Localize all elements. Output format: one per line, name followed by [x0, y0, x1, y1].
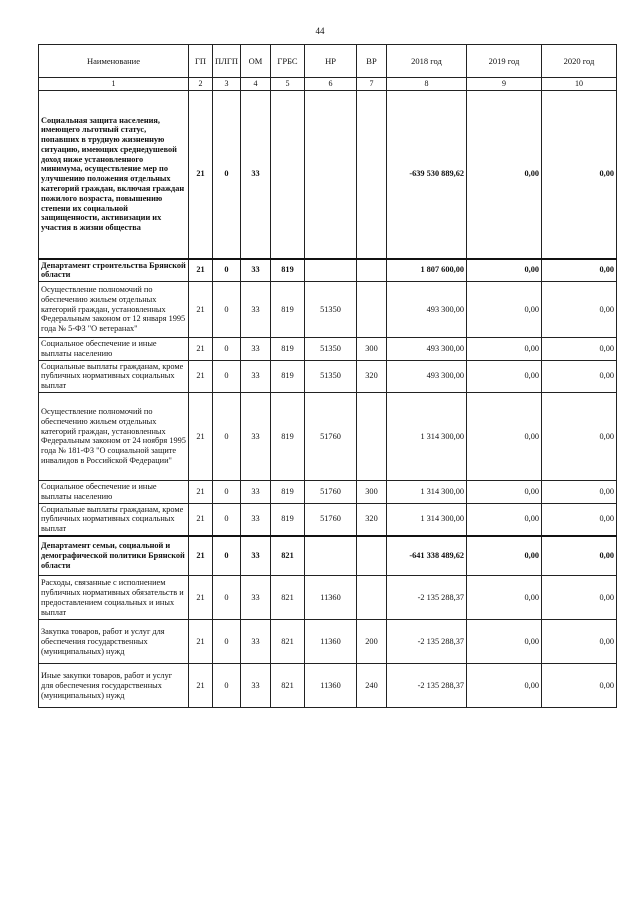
- column-number: 6: [305, 78, 357, 91]
- column-number: 7: [357, 78, 387, 91]
- plgp-cell: 0: [213, 338, 241, 361]
- grbs-cell: [271, 91, 305, 259]
- table-row: [39, 480, 617, 503]
- amount-2020-cell: 0,00: [542, 282, 617, 338]
- header-gp: ГП: [189, 45, 213, 78]
- table-row: [39, 503, 617, 536]
- table-row: [39, 536, 617, 576]
- column-number: 5: [271, 78, 305, 91]
- column-number: 9: [467, 78, 542, 91]
- nr-cell: [305, 91, 357, 259]
- amount-2020-cell: 0,00: [542, 576, 617, 620]
- plgp-cell: 0: [213, 576, 241, 620]
- om-cell: 33: [241, 620, 271, 664]
- om-cell: 33: [241, 259, 271, 282]
- vr-cell: 320: [357, 360, 387, 392]
- amount-2018-cell: 1 807 600,00: [387, 259, 467, 282]
- amount-2020-cell: 0,00: [542, 536, 617, 576]
- amount-2019-cell: 0,00: [467, 338, 542, 361]
- plgp-cell: 0: [213, 360, 241, 392]
- vr-cell: [357, 536, 387, 576]
- row-name-cell: Социальная защита населения, имеющего льготный статус, попавших в трудную жизненную ситуацию, имеющих среднедушевой доход ниже установленного минимума, осуществление мер по улучшению положения отдельных категорий граждан, включая граждан пожилого возраста, повышению степени их социальной защищенности, активизации их участия в жизни общества: [39, 91, 189, 259]
- amount-2020-cell: 0,00: [542, 91, 617, 259]
- nr-cell: [305, 259, 357, 282]
- om-cell: 33: [241, 338, 271, 361]
- grbs-cell: 819: [271, 338, 305, 361]
- grbs-cell: 819: [271, 392, 305, 480]
- nr-cell: 51350: [305, 282, 357, 338]
- plgp-cell: 0: [213, 480, 241, 503]
- plgp-cell: 0: [213, 91, 241, 259]
- nr-cell: 51760: [305, 392, 357, 480]
- amount-2018-cell: 1 314 300,00: [387, 480, 467, 503]
- vr-cell: [357, 392, 387, 480]
- plgp-cell: 0: [213, 282, 241, 338]
- plgp-cell: 0: [213, 620, 241, 664]
- vr-cell: 200: [357, 620, 387, 664]
- header-om: ОМ: [241, 45, 271, 78]
- amount-2019-cell: 0,00: [467, 259, 542, 282]
- amount-2020-cell: 0,00: [542, 392, 617, 480]
- gp-cell: 21: [189, 503, 213, 536]
- amount-2019-cell: 0,00: [467, 480, 542, 503]
- amount-2019-cell: 0,00: [467, 503, 542, 536]
- amount-2020-cell: 0,00: [542, 360, 617, 392]
- gp-cell: 21: [189, 576, 213, 620]
- amount-2019-cell: 0,00: [467, 392, 542, 480]
- header-2020: 2020 год: [542, 45, 617, 78]
- amount-2019-cell: 0,00: [467, 620, 542, 664]
- amount-2020-cell: 0,00: [542, 259, 617, 282]
- om-cell: 33: [241, 536, 271, 576]
- plgp-cell: 0: [213, 392, 241, 480]
- grbs-cell: 819: [271, 480, 305, 503]
- vr-cell: [357, 91, 387, 259]
- gp-cell: 21: [189, 259, 213, 282]
- nr-cell: 11360: [305, 664, 357, 708]
- nr-cell: 51350: [305, 338, 357, 361]
- header-grbs: ГРБС: [271, 45, 305, 78]
- column-number-row: [39, 78, 617, 91]
- gp-cell: 21: [189, 338, 213, 361]
- amount-2019-cell: 0,00: [467, 664, 542, 708]
- amount-2019-cell: 0,00: [467, 91, 542, 259]
- grbs-cell: 821: [271, 664, 305, 708]
- header-name: Наименование: [39, 45, 189, 78]
- budget-table: [38, 44, 617, 708]
- om-cell: 33: [241, 664, 271, 708]
- row-name-cell: Социальное обеспечение и иные выплаты населению: [39, 338, 189, 361]
- grbs-cell: 819: [271, 259, 305, 282]
- row-name-cell: Осуществление полномочий по обеспечению жильем отдельных категорий граждан, установленных Федеральным законом от 12 января 1995 года № 5-ФЗ "О ветеранах": [39, 282, 189, 338]
- row-name-cell: Департамент строительства Брянской области: [39, 259, 189, 282]
- page-number: 44: [315, 26, 325, 36]
- gp-cell: 21: [189, 664, 213, 708]
- row-name-cell: Расходы, связанные с исполнением публичных нормативных обязательств и предоставлением социальных и иных выплат: [39, 576, 189, 620]
- row-name-cell: Департамент семьи, социальной и демографической политики Брянской области: [39, 536, 189, 576]
- row-name-cell: Социальное обеспечение и иные выплаты населению: [39, 480, 189, 503]
- amount-2018-cell: 493 300,00: [387, 282, 467, 338]
- amount-2019-cell: 0,00: [467, 536, 542, 576]
- table-row: [39, 360, 617, 392]
- column-number: 4: [241, 78, 271, 91]
- gp-cell: 21: [189, 536, 213, 576]
- amount-2018-cell: 493 300,00: [387, 360, 467, 392]
- row-name-cell: Социальные выплаты гражданам, кроме публичных нормативных социальных выплат: [39, 360, 189, 392]
- om-cell: 33: [241, 392, 271, 480]
- table-row: [39, 576, 617, 620]
- column-number: 8: [387, 78, 467, 91]
- plgp-cell: 0: [213, 536, 241, 576]
- vr-cell: 320: [357, 503, 387, 536]
- amount-2018-cell: -2 135 288,37: [387, 620, 467, 664]
- amount-2019-cell: 0,00: [467, 576, 542, 620]
- header-vr: ВР: [357, 45, 387, 78]
- gp-cell: 21: [189, 360, 213, 392]
- amount-2018-cell: -641 338 489,62: [387, 536, 467, 576]
- grbs-cell: 821: [271, 576, 305, 620]
- om-cell: 33: [241, 91, 271, 259]
- om-cell: 33: [241, 360, 271, 392]
- nr-cell: 51350: [305, 360, 357, 392]
- grbs-cell: 821: [271, 536, 305, 576]
- table-row: [39, 91, 617, 259]
- header-2018: 2018 год: [387, 45, 467, 78]
- column-number: 2: [189, 78, 213, 91]
- table-row: [39, 282, 617, 338]
- vr-cell: 240: [357, 664, 387, 708]
- nr-cell: [305, 536, 357, 576]
- column-number: 10: [542, 78, 617, 91]
- header-row: [39, 45, 617, 78]
- amount-2020-cell: 0,00: [542, 480, 617, 503]
- om-cell: 33: [241, 480, 271, 503]
- amount-2019-cell: 0,00: [467, 360, 542, 392]
- table-row: [39, 620, 617, 664]
- table-row: [39, 664, 617, 708]
- gp-cell: 21: [189, 91, 213, 259]
- amount-2020-cell: 0,00: [542, 503, 617, 536]
- header-plgp: ПЛГП: [213, 45, 241, 78]
- amount-2020-cell: 0,00: [542, 620, 617, 664]
- amount-2018-cell: 493 300,00: [387, 338, 467, 361]
- grbs-cell: 819: [271, 360, 305, 392]
- amount-2020-cell: 0,00: [542, 664, 617, 708]
- table-row: [39, 259, 617, 282]
- row-name-cell: Социальные выплаты гражданам, кроме публичных нормативных социальных выплат: [39, 503, 189, 536]
- vr-cell: [357, 576, 387, 620]
- nr-cell: 51760: [305, 503, 357, 536]
- column-number: 1: [39, 78, 189, 91]
- plgp-cell: 0: [213, 664, 241, 708]
- gp-cell: 21: [189, 480, 213, 503]
- amount-2018-cell: -639 530 889,62: [387, 91, 467, 259]
- om-cell: 33: [241, 282, 271, 338]
- om-cell: 33: [241, 503, 271, 536]
- vr-cell: [357, 259, 387, 282]
- vr-cell: 300: [357, 480, 387, 503]
- amount-2018-cell: -2 135 288,37: [387, 576, 467, 620]
- nr-cell: 51760: [305, 480, 357, 503]
- table-row: [39, 392, 617, 480]
- amount-2020-cell: 0,00: [542, 338, 617, 361]
- row-name-cell: Иные закупки товаров, работ и услуг для обеспечения государственных (муниципальных) нужд: [39, 664, 189, 708]
- header-2019: 2019 год: [467, 45, 542, 78]
- row-name-cell: Закупка товаров, работ и услуг для обеспечения государственных (муниципальных) нужд: [39, 620, 189, 664]
- plgp-cell: 0: [213, 503, 241, 536]
- grbs-cell: 819: [271, 503, 305, 536]
- om-cell: 33: [241, 576, 271, 620]
- gp-cell: 21: [189, 392, 213, 480]
- nr-cell: 11360: [305, 620, 357, 664]
- amount-2019-cell: 0,00: [467, 282, 542, 338]
- amount-2018-cell: 1 314 300,00: [387, 392, 467, 480]
- vr-cell: [357, 282, 387, 338]
- column-number: 3: [213, 78, 241, 91]
- plgp-cell: 0: [213, 259, 241, 282]
- gp-cell: 21: [189, 620, 213, 664]
- header-nr: НР: [305, 45, 357, 78]
- vr-cell: 300: [357, 338, 387, 361]
- nr-cell: 11360: [305, 576, 357, 620]
- grbs-cell: 821: [271, 620, 305, 664]
- amount-2018-cell: 1 314 300,00: [387, 503, 467, 536]
- amount-2018-cell: -2 135 288,37: [387, 664, 467, 708]
- row-name-cell: Осуществление полномочий по обеспечению жильем отдельных категорий граждан, установленных Федеральным законом от 24 ноября 1995 года № 181-ФЗ "О социальной защите инвалидов в Российской Федерации": [39, 392, 189, 480]
- table-row: [39, 338, 617, 361]
- grbs-cell: 819: [271, 282, 305, 338]
- gp-cell: 21: [189, 282, 213, 338]
